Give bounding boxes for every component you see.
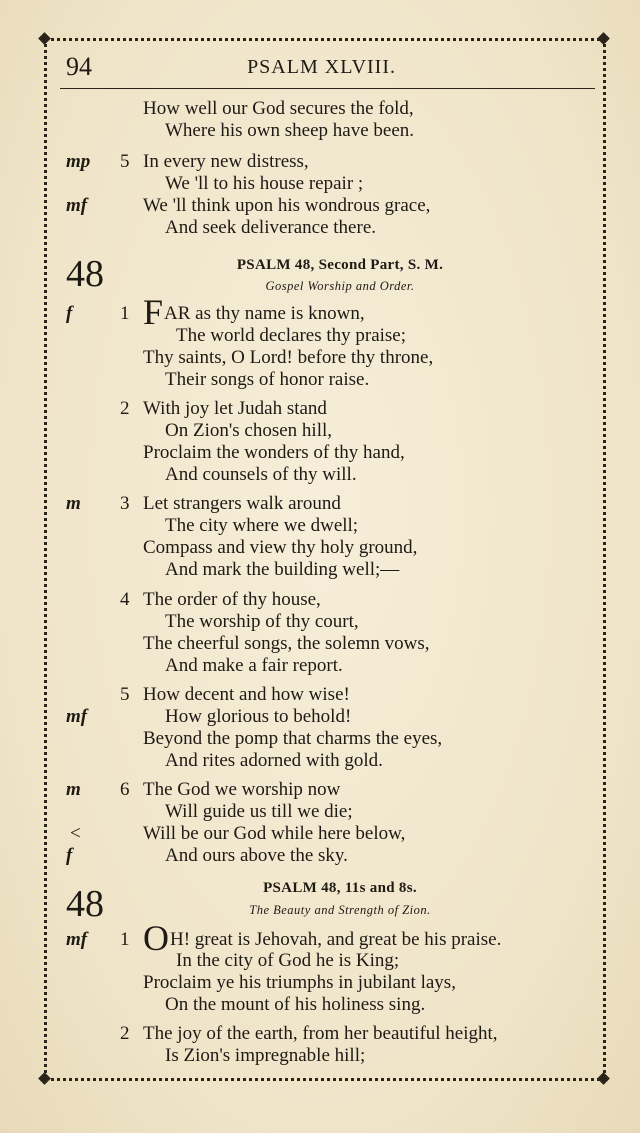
verse-line: And seek deliverance there. [165, 217, 377, 238]
drop-cap: F [143, 292, 164, 332]
hymn-number: 48 [66, 253, 104, 295]
verse-line: The city where we dwell; [165, 515, 359, 536]
verse-line: Where his own sheep have been. [165, 120, 415, 141]
verse-line: The cheerful songs, the solemn vows, [143, 633, 430, 654]
dynamic-marking: f [66, 303, 73, 324]
hymn-subtitle: Gospel Worship and Order. [265, 279, 415, 293]
verse-number: 2 [120, 1023, 130, 1044]
verse-line: And ours above the sky. [165, 845, 348, 866]
dynamic-marking: mp [66, 151, 91, 172]
verse-line: On the mount of his holiness sing. [165, 994, 426, 1015]
dynamic-marking: mf [66, 195, 88, 216]
verse-line [143, 918, 502, 958]
verse-line: Proclaim ye his triumphs in jubilant lays, [143, 972, 456, 993]
verse-line: On Zion's chosen hill, [165, 420, 333, 441]
verse-number: 6 [120, 779, 130, 800]
corner-ornament-icon [38, 1072, 51, 1085]
dynamic-marking: m [66, 779, 81, 800]
bottom-dotted-border [44, 1078, 606, 1081]
verse-line: And make a fair report. [165, 655, 343, 676]
hymn-subtitle: The Beauty and Strength of Zion. [249, 903, 431, 917]
verse-line: And mark the building well;— [165, 559, 400, 580]
left-dotted-border [44, 38, 47, 1079]
first-line-text: AR as thy name is known, [164, 303, 365, 324]
verse-line: Proclaim the wonders of thy hand, [143, 442, 405, 463]
page-number: 94 [66, 52, 92, 81]
corner-ornament-icon [597, 32, 610, 45]
hymn-number: 48 [66, 883, 104, 925]
verse-number: 2 [120, 398, 130, 419]
verse-number: 1 [120, 929, 130, 950]
verse-line: The worship of thy court, [165, 611, 359, 632]
verse-line: Their songs of honor raise. [165, 369, 370, 390]
running-title: PSALM XLVIII. [247, 56, 396, 78]
verse-line [143, 292, 365, 332]
verse-number: 3 [120, 493, 130, 514]
verse-line: The world declares thy praise; [176, 325, 407, 346]
verse-line: Will be our God while here below, [143, 823, 406, 844]
verse-line: How well our God secures the fold, [143, 98, 414, 119]
verse-line: We 'll think upon his wondrous grace, [143, 195, 431, 216]
page-header [60, 52, 592, 82]
verse-line: How glorious to behold! [165, 706, 352, 727]
verse-line: We 'll to his house repair ; [165, 173, 364, 194]
dynamic-marking: mf [66, 929, 88, 950]
drop-cap: O [143, 918, 169, 958]
verse-number: 4 [120, 589, 130, 610]
verse-line: Beyond the pomp that charms the eyes, [143, 728, 443, 749]
verse-line: With joy let Judah stand [143, 398, 327, 419]
dynamic-marking: f [66, 845, 73, 866]
verse-line: And counsels of thy will. [165, 464, 357, 485]
verse-line: The God we worship now [143, 779, 341, 800]
right-dotted-border [603, 38, 606, 1079]
crescendo-marking: < [70, 823, 81, 844]
verse-line: The joy of the earth, from her beautiful height, [143, 1023, 498, 1044]
first-line-text: H! great is Jehovah, and great be his praise. [170, 929, 502, 950]
verse-line: Is Zion's impregnable hill; [165, 1045, 366, 1066]
top-dotted-border [44, 38, 606, 41]
verse-number: 1 [120, 303, 130, 324]
verse-line: Thy saints, O Lord! before thy throne, [143, 347, 434, 368]
hymn-title: PSALM 48, 11s and 8s. [263, 880, 417, 896]
hymn-title: PSALM 48, Second Part, S. M. [236, 257, 444, 273]
verse-line: The order of thy house, [143, 589, 321, 610]
verse-line: In every new distress, [143, 151, 309, 172]
verse-line: How decent and how wise! [143, 684, 350, 705]
dynamic-marking: m [66, 493, 81, 514]
verse-line: Will guide us till we die; [165, 801, 353, 822]
corner-ornament-icon [597, 1072, 610, 1085]
verse-line: Compass and view thy holy ground, [143, 537, 418, 558]
verse-line: And rites adorned with gold. [165, 750, 383, 771]
dynamic-marking: mf [66, 706, 88, 727]
header-rule [60, 88, 595, 89]
verse-number: 5 [120, 684, 130, 705]
verse-line: Let strangers walk around [143, 493, 341, 514]
verse-number: 5 [120, 151, 130, 172]
verse-line: In the city of God he is King; [176, 950, 400, 971]
corner-ornament-icon [38, 32, 51, 45]
